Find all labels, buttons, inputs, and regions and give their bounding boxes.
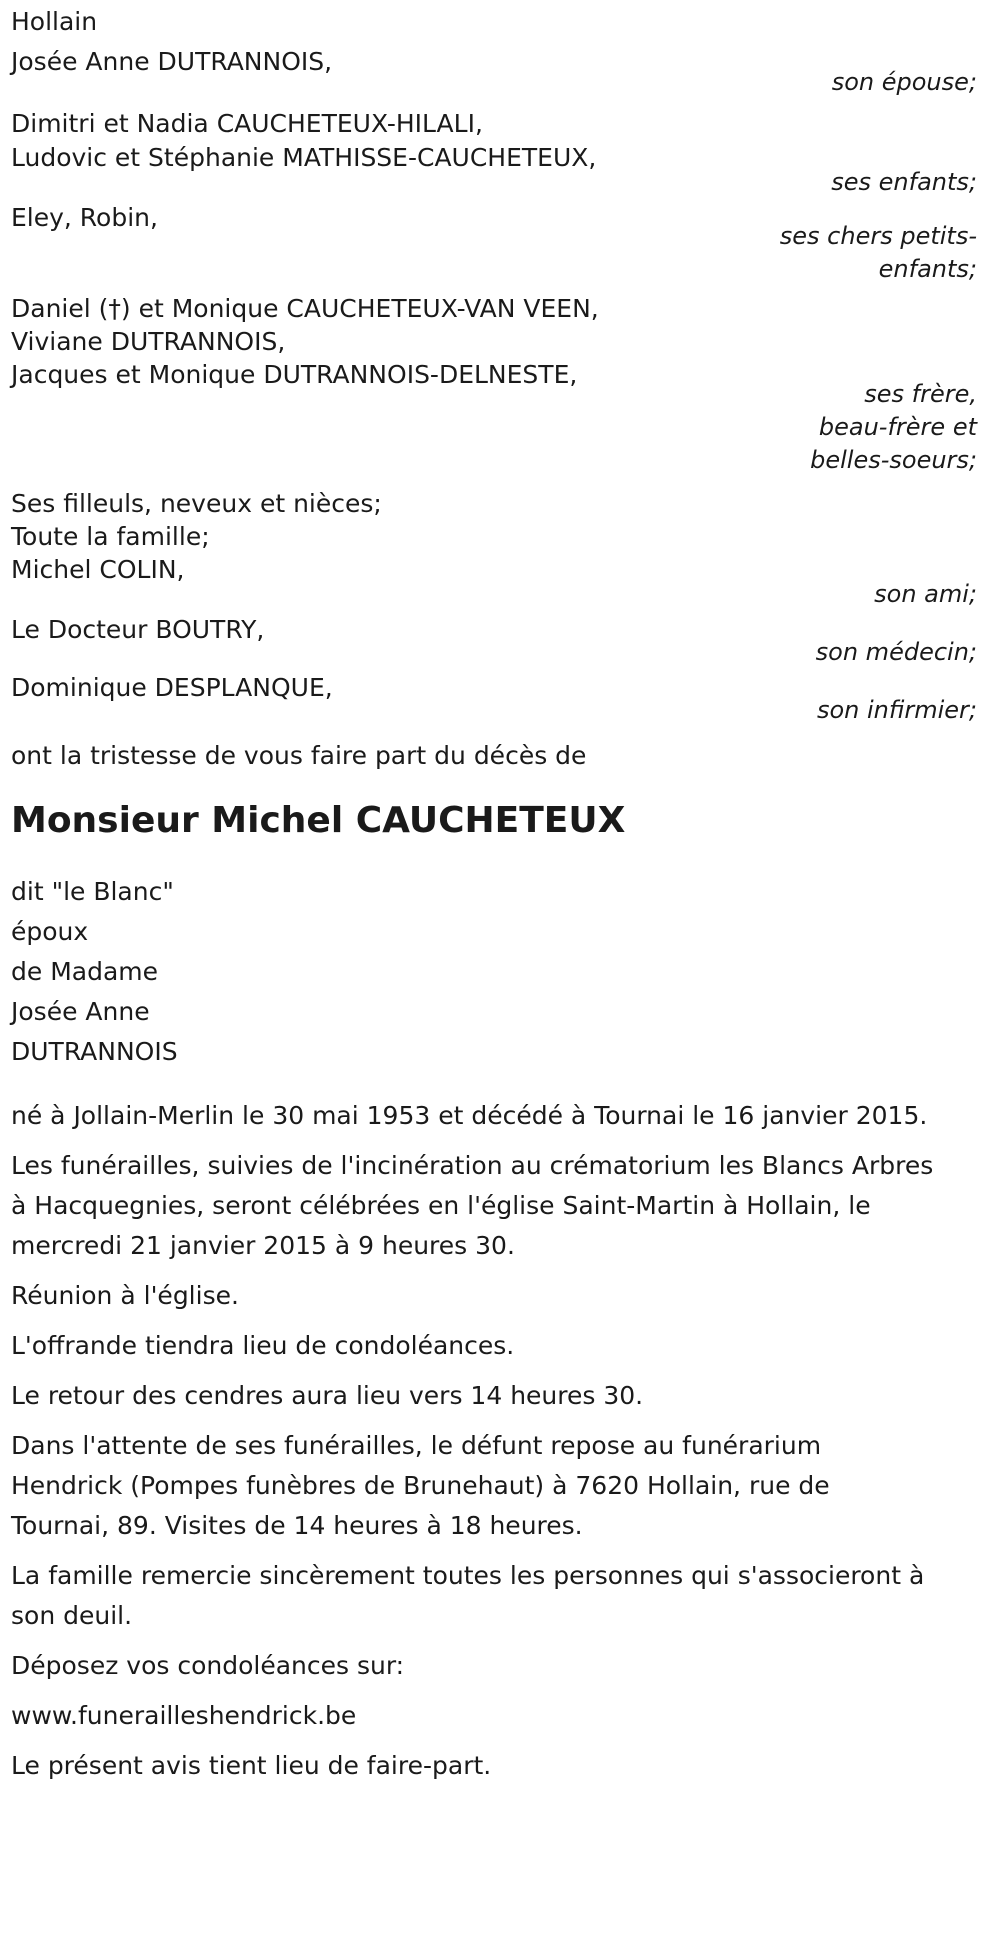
family-name-line: Dimitri et Nadia CAUCHETEUX-HILALI, bbox=[11, 109, 483, 138]
paragraph-line: à Hacquegnies, seront célébrées en l'église Saint-Martin à Hollain, le bbox=[11, 1191, 871, 1220]
offering-info: L'offrande tiendra lieu de condoléances. bbox=[11, 1331, 515, 1360]
detail-line: DUTRANNOIS bbox=[11, 1037, 178, 1066]
family-name-line: Ses filleuls, neveux et nièces; bbox=[11, 489, 382, 518]
paragraph-line: Les funérailles, suivies de l'incinération au crématorium les Blancs Arbres bbox=[11, 1151, 934, 1180]
paragraph-line: La famille remercie sincèrement toutes les personnes qui s'associeront à bbox=[11, 1561, 925, 1590]
family-name-line: Ludovic et Stéphanie MATHISSE-CAUCHETEUX, bbox=[11, 143, 597, 172]
relationship-label: ses enfants; bbox=[831, 168, 977, 196]
birth-death-info: né à Jollain-Merlin le 30 mai 1953 et décédé à Tournai le 16 janvier 2015. bbox=[11, 1101, 928, 1130]
announcement-text: ont la tristesse de vous faire part du décès de bbox=[11, 741, 587, 770]
family-group-doctor bbox=[11, 610, 989, 672]
family-name-line: Dominique DESPLANQUE, bbox=[11, 673, 333, 702]
relationship-label: son médecin; bbox=[815, 638, 977, 666]
condolences-prompt: Déposez vos condoléances sur: bbox=[11, 1651, 405, 1680]
family-group-others bbox=[11, 487, 989, 614]
paragraph-line: Hendrick (Pompes funèbres de Brunehaut) à 7620 Hollain, rue de bbox=[11, 1471, 830, 1500]
detail-line: de Madame bbox=[11, 957, 159, 986]
family-name-line: Daniel (†) et Monique CAUCHETEUX-VAN VEEN, bbox=[11, 294, 599, 323]
relationship-label: ses chers petits- enfants; bbox=[779, 222, 977, 283]
family-group-children bbox=[11, 104, 989, 202]
relationship-label: ses frère, beau-frère et belles-soeurs; bbox=[810, 380, 977, 474]
family-group-nurse bbox=[11, 668, 989, 730]
relationship-label: son ami; bbox=[874, 580, 977, 608]
family-group-grandchildren bbox=[11, 198, 989, 286]
paragraph-line: Tournai, 89. Visites de 14 heures à 18 heures. bbox=[11, 1511, 583, 1540]
relationship-label: son infirmier; bbox=[816, 696, 977, 724]
deceased-name: Monsieur Michel CAUCHETEUX bbox=[11, 800, 626, 841]
family-name-line: Michel COLIN, bbox=[11, 555, 185, 584]
family-group-spouse bbox=[11, 42, 989, 102]
detail-line: dit "le Blanc" bbox=[11, 877, 174, 906]
family-name-line: Toute la famille; bbox=[11, 522, 210, 551]
family-group-siblings bbox=[11, 292, 989, 477]
condolences-url[interactable]: www.funerailleshendrick.be bbox=[11, 1701, 357, 1730]
ashes-info: Le retour des cendres aura lieu vers 14 heures 30. bbox=[11, 1381, 644, 1410]
funeral-info bbox=[11, 1146, 989, 1266]
family-name-line: Jacques et Monique DUTRANNOIS-DELNESTE, bbox=[11, 360, 578, 389]
thanks-info bbox=[11, 1556, 989, 1636]
family-section bbox=[11, 0, 989, 730]
detail-line: Josée Anne bbox=[11, 997, 150, 1026]
paragraph-line: son deuil. bbox=[11, 1601, 133, 1630]
detail-line: époux bbox=[11, 917, 89, 946]
deceased-details bbox=[11, 872, 989, 1072]
family-name-line: Josée Anne DUTRANNOIS, bbox=[11, 47, 333, 76]
relationship-label: son épouse; bbox=[831, 68, 977, 96]
notice-footer: Le présent avis tient lieu de faire-part. bbox=[11, 1751, 492, 1780]
family-name-line: Eley, Robin, bbox=[11, 203, 158, 232]
paragraph-line: mercredi 21 janvier 2015 à 9 heures 30. bbox=[11, 1231, 515, 1260]
notice-body bbox=[11, 1096, 989, 1786]
visitation-info bbox=[11, 1426, 989, 1546]
family-name-line: Viviane DUTRANNOIS, bbox=[11, 327, 286, 356]
place-name: Hollain bbox=[11, 7, 98, 36]
family-name-line: Le Docteur BOUTRY, bbox=[11, 615, 265, 644]
meeting-info: Réunion à l'église. bbox=[11, 1281, 239, 1310]
paragraph-line: Dans l'attente de ses funérailles, le défunt repose au funérarium bbox=[11, 1431, 822, 1460]
